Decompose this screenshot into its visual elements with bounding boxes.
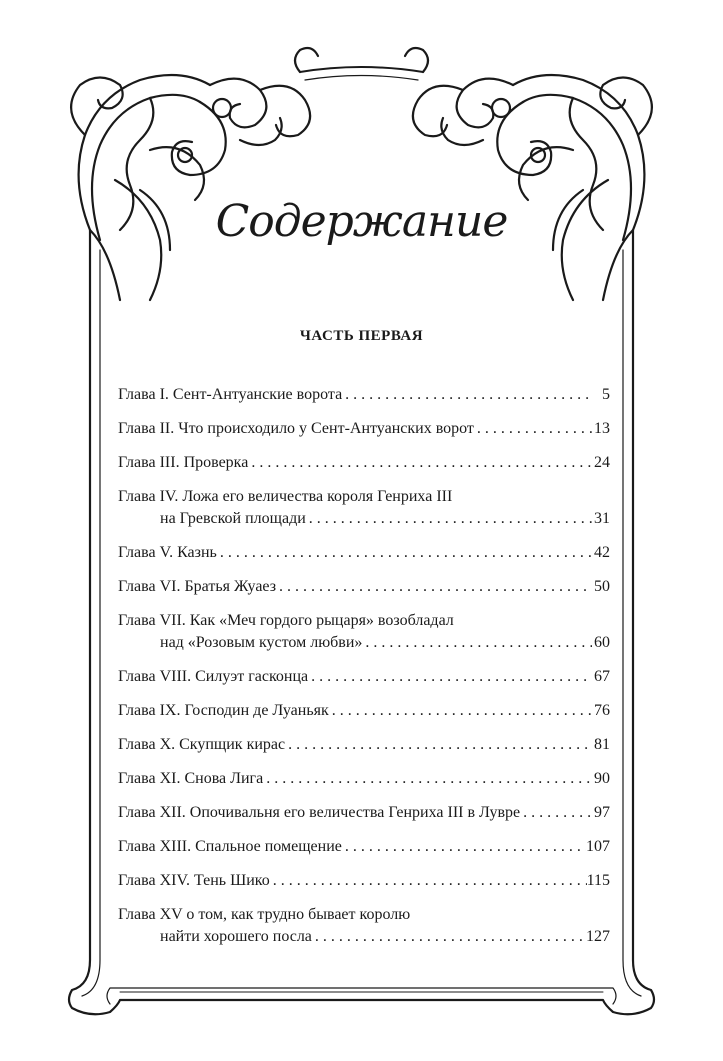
toc-entry-page: 50 xyxy=(594,578,610,595)
toc-entry-title-cont: над «Розовым кустом любви» xyxy=(160,634,363,651)
toc-entry-title: Глава XIV. Тень Шико xyxy=(118,872,270,889)
toc-entry-title: Глава VI. Братья Жуаез xyxy=(118,578,277,595)
toc-entry-title: Глава VIII. Силуэт гасконца xyxy=(118,668,309,685)
toc-entry-title: Глава XV о том, как трудно бывает королю xyxy=(118,906,411,923)
toc-entry-page: 81 xyxy=(594,736,610,753)
toc-entry-page: 115 xyxy=(586,872,610,889)
toc-entry[interactable] xyxy=(118,768,610,790)
toc-entry-page: 97 xyxy=(594,804,610,821)
toc-entry[interactable] xyxy=(118,610,610,654)
toc-entry-page: 31 xyxy=(594,510,610,527)
toc-entry[interactable] xyxy=(118,384,610,406)
toc-entry-title: Глава XII. Опочивальня его величества Генриха III в Лувре xyxy=(118,804,521,821)
toc-entry-page: 67 xyxy=(594,668,610,685)
toc-entry[interactable] xyxy=(118,542,610,564)
toc-entry-page: 90 xyxy=(594,770,610,787)
toc-entry-title: Глава X. Скупщик кирас xyxy=(118,736,286,753)
table-of-contents xyxy=(118,384,610,960)
toc-entry[interactable] xyxy=(118,452,610,474)
toc-entry-page: 107 xyxy=(586,838,610,855)
part-title: ЧАСТЬ ПЕРВАЯ xyxy=(299,328,424,344)
toc-entry-page: 76 xyxy=(594,702,610,719)
toc-entry-title-cont: найти хорошего посла xyxy=(160,928,312,945)
toc-entry[interactable] xyxy=(118,418,610,440)
toc-entry-title: Глава IV. Ложа его величества короля Генриха III xyxy=(118,488,453,505)
toc-entry-title: Глава V. Казнь xyxy=(118,544,217,561)
toc-entry[interactable] xyxy=(118,734,610,756)
toc-entry-title: Глава VII. Как «Меч гордого рыцаря» возобладал xyxy=(118,612,454,629)
toc-entry[interactable] xyxy=(118,836,610,858)
toc-entry-page: 60 xyxy=(594,634,610,651)
toc-entry-title-cont: на Гревской площади xyxy=(160,510,306,527)
toc-entry[interactable] xyxy=(118,802,610,824)
toc-entry-title: Глава I. Сент-Антуанские ворота xyxy=(118,386,343,403)
toc-entry-page: 5 xyxy=(602,386,610,403)
toc-entry-title: Глава II. Что происходило у Сент-Антуанских ворот xyxy=(118,420,474,437)
toc-entry-page: 42 xyxy=(594,544,610,561)
toc-entry-title: Глава IX. Господин де Луаньяк xyxy=(118,702,329,719)
toc-entry-page: 13 xyxy=(594,420,610,437)
toc-entry[interactable] xyxy=(118,666,610,688)
toc-entry[interactable] xyxy=(118,576,610,598)
toc-entry-page: 127 xyxy=(586,928,610,945)
toc-entry-title: Глава XIII. Спальное помещение xyxy=(118,838,342,855)
toc-entry[interactable] xyxy=(118,904,610,948)
page-title: Содержание xyxy=(215,196,508,247)
toc-entry-title: Глава XI. Снова Лига xyxy=(118,770,264,787)
toc-entry[interactable] xyxy=(118,486,610,530)
toc-entry[interactable] xyxy=(118,870,610,892)
toc-entry[interactable] xyxy=(118,700,610,722)
toc-entry-title: Глава III. Проверка xyxy=(118,454,249,471)
toc-entry-page: 24 xyxy=(594,454,610,471)
